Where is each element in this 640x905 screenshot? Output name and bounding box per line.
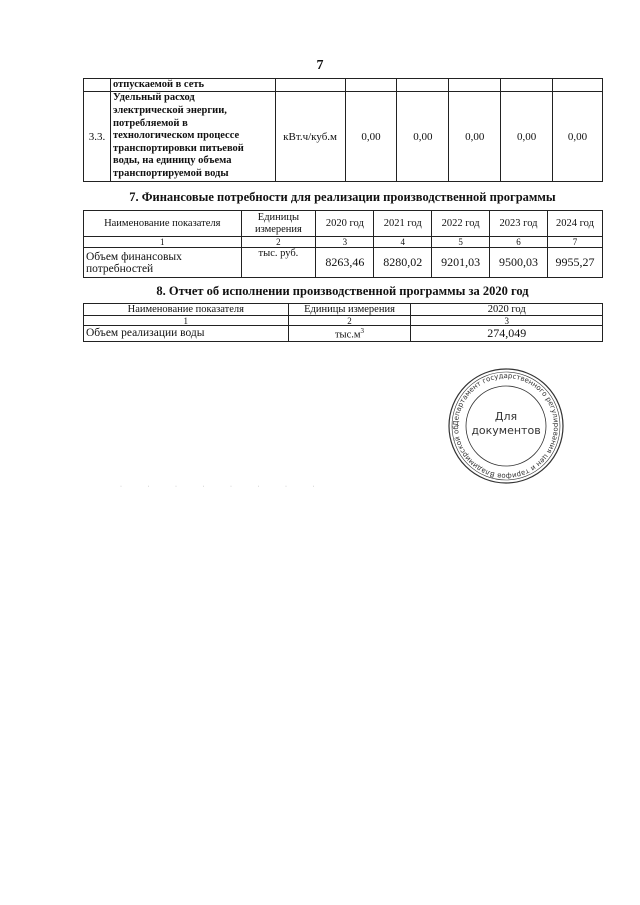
header-unit: Единицы измерения: [241, 211, 316, 237]
cell-num: 3.3.: [84, 92, 111, 182]
cell-value: 8263,46: [316, 248, 374, 278]
scan-specks: · · · · · · · ·: [120, 484, 327, 490]
round-stamp: [446, 366, 566, 486]
cell-value: 0,00: [501, 92, 553, 182]
cell-unit: кВт.ч/куб.м: [275, 92, 345, 182]
cell-indicator-name: Удельный расход электрической энергии, потребляемой в технологическом процессе транспортировки питьевой воды, на единицу объема транспортируемой воды: [110, 92, 275, 182]
header-year: 2024 год: [547, 211, 602, 237]
table-row: [84, 92, 603, 182]
index-row: 1 2 3 4 5 6 7: [84, 237, 603, 248]
stamp-text-line1: Для: [494, 410, 518, 423]
cell-indicator-name: отпускаемой в сеть: [110, 79, 275, 92]
svg-text:Департамент государственного р: Департамент государственного регулирования цен и тарифов Владимирской об: [451, 371, 561, 481]
stamp-text-line2: документов: [471, 424, 541, 437]
cell-value: 9500,03: [490, 248, 548, 278]
section-7-title: 7. Финансовые потребности для реализации производственной программы: [129, 190, 556, 204]
indicators-table: [83, 78, 603, 182]
header-year: 2021 год: [374, 211, 432, 237]
cell-indicator-name: Объем финансовых потребностей: [84, 248, 242, 278]
cell-num: [84, 79, 111, 92]
cell-value: 0,00: [449, 92, 501, 182]
execution-report-table: [83, 303, 603, 342]
table-header-row: [84, 211, 603, 237]
cell-value: 9955,27: [547, 248, 602, 278]
header-year: 2023 год: [490, 211, 548, 237]
page-number: 7: [316, 58, 324, 73]
table-header-row: [84, 304, 603, 316]
header-year: 2020 год: [411, 304, 603, 316]
header-unit: Единицы измерения: [288, 304, 411, 316]
cell-indicator-name: Объем реализации воды: [84, 326, 289, 342]
table-row: [84, 326, 603, 342]
cell-value: 8280,02: [374, 248, 432, 278]
cell-value: 0,00: [345, 92, 397, 182]
cell-value: 0,00: [553, 92, 603, 182]
cell-value: 0,00: [397, 92, 449, 182]
financial-needs-table: [83, 210, 603, 278]
table-row: [84, 79, 603, 92]
header-year: 2020 год: [316, 211, 374, 237]
section-8-title: 8. Отчет об исполнении производственной программы за 2020 год: [156, 284, 529, 298]
header-name: Наименование показателя: [84, 211, 242, 237]
cell-value: 274,049: [411, 326, 603, 342]
header-name: Наименование показателя: [84, 304, 289, 316]
index-row: 1 2 3: [84, 316, 603, 326]
cell-unit: тыс. руб.: [241, 248, 316, 278]
table-row: [84, 248, 603, 278]
cell-value: 9201,03: [432, 248, 490, 278]
header-year: 2022 год: [432, 211, 490, 237]
cell-unit: $тыс.м^3$: [288, 326, 411, 342]
